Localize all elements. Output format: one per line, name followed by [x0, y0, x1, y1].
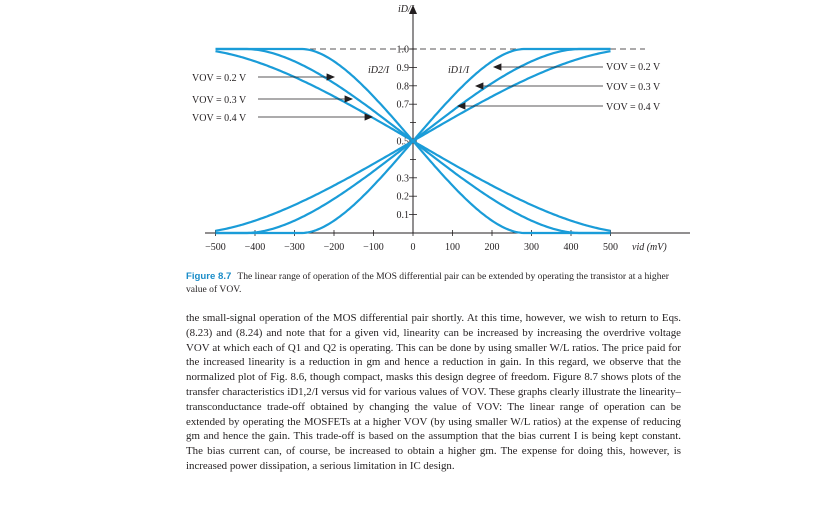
axes [205, 5, 690, 233]
figure-caption [186, 270, 681, 296]
left-vov-label-3: VOV = 0.4 V [192, 113, 247, 124]
x-tick-label: 200 [484, 242, 500, 253]
left-vov-label-2: VOV = 0.3 V [192, 95, 247, 106]
x-axis-label: vid (mV) [632, 242, 667, 253]
right-vov-label-2: VOV = 0.3 V [606, 82, 661, 93]
x-tick-label: 500 [603, 242, 618, 253]
body-paragraph: the small-signal operation of the MOS differential pair shortly. At this time, however, we wish to return to Eqs. (8.23) and (8.24) and note that for a given vid, linearity can be increased by increasing the overdrive voltage VOV at which each of Q1 and Q2 is operating. This can be done by using smaller W/L ratios. The price paid for the increased linearity is a reduction in gm and hence a reduction in gain. In this regard, we observe that the normalized plot of Fig. 8.6, though compact, masks this design degree of freedom. Figure 8.7 shows plots of the transfer characteristics iD1,2/I versus vid for various values of VOV. These graphs clearly illustrate the linearity–transconductance trade-off obtained by changing the value of VOV: The linear range of operation can be extended by operating the MOSFETs at a higher VOV (by using smaller W/L ratios) at the expense of reducing gm and hence the gain. This trade-off is based on the assumption that the bias current I is being kept constant. The bias current can, of course, be increased to obtain a higher gm. The expense for doing this, however, is increased power dissipation, a serious limitation in IC design. [186, 312, 681, 472]
y-tick-label: 0.7 [396, 99, 409, 111]
body-text [186, 311, 681, 474]
y-tick-label: 0.5 [396, 136, 409, 148]
y-axis-label: iD/I [398, 4, 415, 15]
x-tick-label: −400 [244, 242, 266, 253]
y-tick-label: 0.1 [396, 210, 409, 222]
x-tick-label: −300 [284, 242, 305, 253]
curve-label-id2: iD2/I [368, 65, 390, 76]
x-tick-label: 400 [563, 242, 579, 253]
caption-text: The linear range of operation of the MOS differential pair can be extended by operating the transistor at a higher value of VOV. [186, 271, 669, 295]
curve-label-id1: iD1/I [448, 65, 470, 76]
right-vov-label-3: VOV = 0.4 V [606, 102, 661, 113]
y-tick-label: 0.9 [396, 62, 409, 74]
x-tick-label: −500 [205, 242, 226, 253]
right-vov-label-1: VOV = 0.2 V [606, 62, 661, 73]
x-tick-label: 100 [445, 242, 460, 253]
x-tick-label: 300 [524, 242, 539, 253]
y-tick-label: 0.8 [396, 81, 409, 93]
x-tick-label: 0 [410, 242, 416, 253]
y-tick-label: 1.0 [396, 44, 409, 56]
figure-number: Figure 8.7 [186, 271, 232, 282]
x-tick-label: −100 [363, 242, 384, 253]
y-tick-label: 0.3 [396, 173, 409, 185]
x-tick-label: −200 [323, 242, 345, 253]
y-tick-label: 0.2 [396, 191, 409, 203]
left-vov-label-1: VOV = 0.2 V [192, 73, 247, 84]
